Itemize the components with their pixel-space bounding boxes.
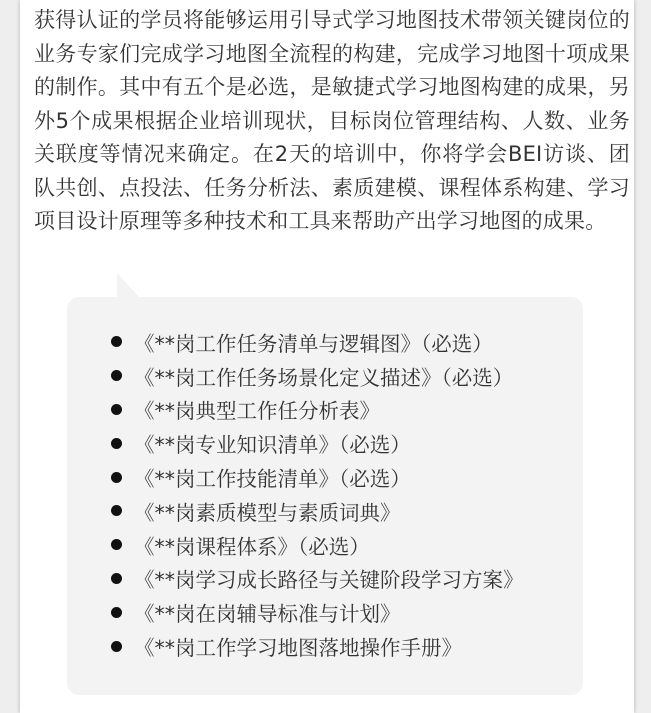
bullet-icon (111, 472, 122, 483)
list-item (111, 595, 524, 629)
list-item-text: 《**岗在岗辅导标准与计划》 (134, 602, 401, 627)
content-card (20, 0, 634, 713)
list-item-text: 《**岗课程体系》（必选） (134, 534, 370, 559)
bullet-icon (111, 539, 122, 550)
list-item-text: 《**岗工作学习地图落地操作手册》 (134, 636, 462, 661)
deliverables-list (111, 325, 524, 663)
list-item (111, 528, 524, 562)
bullet-icon (111, 641, 122, 652)
list-item (111, 359, 524, 393)
list-item-text: 《**岗工作任务清单与逻辑图》（必选） (134, 331, 493, 356)
bullet-icon (111, 505, 122, 516)
list-item-text: 《**岗工作任务场景化定义描述》（必选） (134, 365, 514, 390)
intro-paragraph: 获得认证的学员将能够运用引导式学习地图技术带领关键岗位的业务专家们完成学习地图全流程的构建，完成学习地图十项成果的制作。其中有五个是必选，是敏捷式学习地图构建的成果，另外5个成果根据企业培训现状，目标岗位管理结构、人数、业务关联度等情况来确定。在2天的培训中，你将学会BEI访谈、团队共创、点投法、任务分析法、素质建模、课程体系构建、学习项目设计原理等多种技术和工具来帮助产出学习地图的成果。 (34, 8, 630, 233)
list-item-text: 《**岗典型工作任分析表》 (134, 399, 380, 424)
list-item-text: 《**岗素质模型与素质词典》 (134, 500, 401, 525)
list-item (111, 325, 524, 359)
bullet-icon (111, 404, 122, 415)
bullet-icon (111, 336, 122, 347)
bullet-icon (111, 438, 122, 449)
list-item (111, 494, 524, 528)
bullet-icon (111, 573, 122, 584)
list-item (111, 460, 524, 494)
list-item (111, 629, 524, 663)
deliverables-box (67, 297, 583, 695)
list-item-text: 《**岗专业知识清单》（必选） (134, 433, 411, 458)
list-item (111, 426, 524, 460)
bullet-icon (111, 370, 122, 381)
list-item-text: 《**岗工作技能清单》（必选） (134, 467, 411, 492)
bullet-icon (111, 607, 122, 618)
list-item (111, 562, 524, 596)
list-item (111, 393, 524, 427)
list-item-text: 《**岗学习成长路径与关键阶段学习方案》 (134, 568, 524, 593)
